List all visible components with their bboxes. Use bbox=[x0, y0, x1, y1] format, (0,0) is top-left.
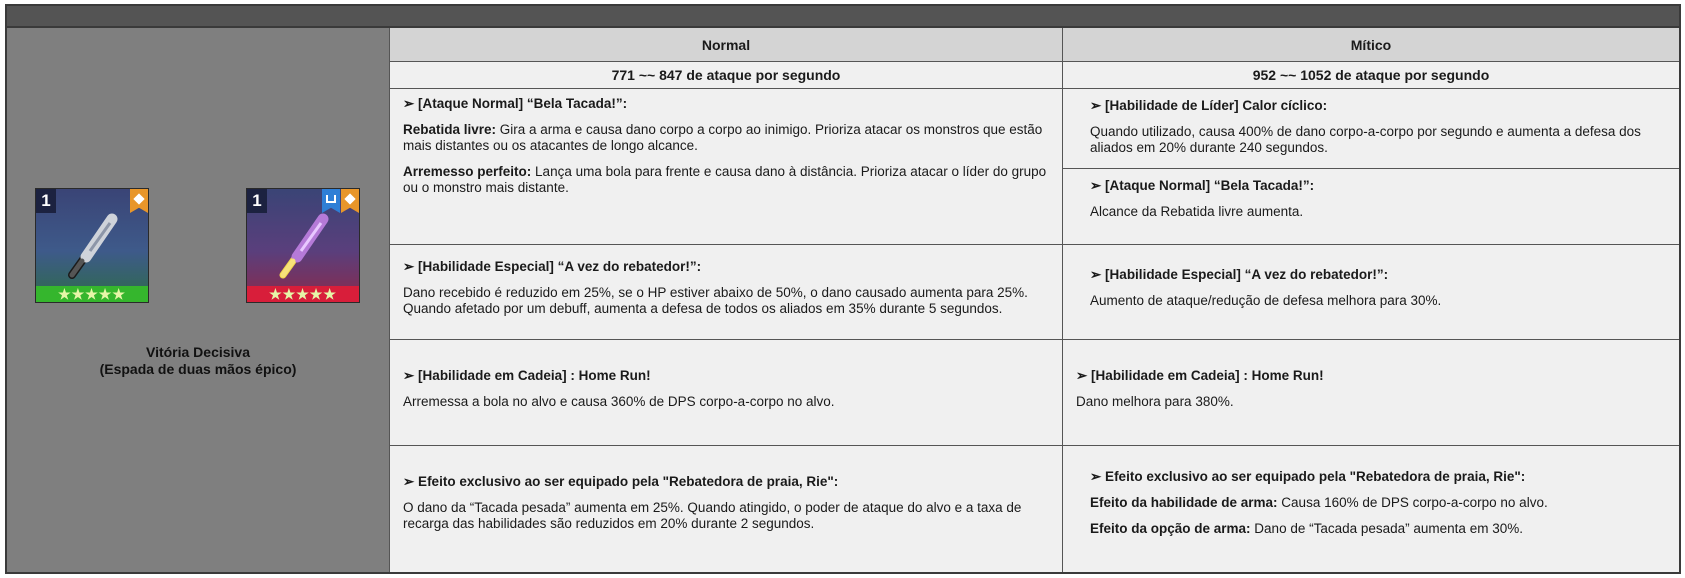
section-text: Aumento de ataque/redução de defesa melhora para 30%. bbox=[1090, 293, 1442, 308]
section-paragraph bbox=[403, 164, 1049, 196]
table-top-bar bbox=[7, 6, 1679, 28]
paragraph-label: Efeito da habilidade de arma: bbox=[1090, 495, 1278, 510]
section-text: O dano da “Tacada pesada” aumenta em 25%. Quando atingido, o poder de ataque do alvo e a taxa de recarga das habilidades são reduzidos em 20% durante 2 segundos. bbox=[403, 500, 1022, 531]
normal-attack-mythic bbox=[1062, 89, 1679, 245]
section-text: Dano melhora para 380%. bbox=[1076, 394, 1234, 409]
section-title: ➢ [Habilidade em Cadeia] : Home Run! bbox=[1076, 368, 1324, 383]
chain-skill-normal bbox=[389, 340, 1062, 446]
weapon-level-badge: 1 bbox=[36, 189, 56, 213]
paragraph-label: Rebatida livre: bbox=[403, 122, 497, 137]
weapon-name-title: Vitória Decisiva bbox=[145, 344, 251, 360]
section-paragraph bbox=[1090, 495, 1666, 511]
column-header-mythic: Mítico bbox=[1062, 28, 1679, 62]
weapon-card-mythic bbox=[246, 188, 360, 303]
section-title: ➢ [Ataque Normal] “Bela Tacada!”: bbox=[1090, 178, 1315, 193]
section-text: Quando utilizado, causa 400% de dano corpo-a-corpo por segundo e aumenta a defesa dos aliados em 20% durante 240 segundos. bbox=[1090, 124, 1641, 155]
normal-attack-normal bbox=[389, 89, 1062, 245]
special-skill-normal bbox=[389, 245, 1062, 340]
baseball-bat-icon bbox=[275, 209, 333, 281]
baseball-bat-icon bbox=[64, 209, 122, 281]
rank-badge-icon bbox=[341, 189, 359, 213]
weapon-card-normal bbox=[35, 188, 149, 303]
section-title: ➢ [Habilidade em Cadeia] : Home Run! bbox=[403, 368, 651, 383]
comparison-grid bbox=[389, 28, 1679, 572]
section-title: ➢ [Habilidade de Líder] Calor cíclico: bbox=[1090, 98, 1328, 113]
paragraph-label: Efeito da opção de arma: bbox=[1090, 521, 1251, 536]
section-text: Dano recebido é reduzido em 25%, se o HP estiver abaixo de 50%, o dano causado aumenta para 25%. Quando afetado por um debuff, aumenta a defesa de todos os aliados em 35% durante 5 segundos. bbox=[403, 285, 1028, 316]
weapon-level-badge: 1 bbox=[247, 189, 267, 213]
weapon-info-column bbox=[7, 28, 389, 572]
column-header-normal: Normal bbox=[389, 28, 1062, 62]
section-title: ➢ [Habilidade Especial] “A vez do rebatedor!”: bbox=[403, 259, 702, 274]
section-text: Alcance da Rebatida livre aumenta. bbox=[1090, 204, 1304, 219]
weapon-name-type: (Espada de duas mãos épico) bbox=[99, 361, 297, 377]
star-rating: ★★★★★ bbox=[247, 286, 359, 302]
special-skill-mythic bbox=[1062, 245, 1679, 340]
section-title: ➢ Efeito exclusivo ao ser equipado pela "Rebatedora de praia, Rie": bbox=[403, 474, 839, 489]
exclusive-effect-normal bbox=[389, 446, 1062, 572]
paragraph-text: Gira a arma e causa dano corpo a corpo ao inimigo. Prioriza atacar os monstros que estão mais distantes ou os atacantes de longo alcance. bbox=[403, 122, 1043, 153]
paragraph-text: Dano de “Tacada pesada” aumenta em 30%. bbox=[1250, 521, 1523, 536]
leader-skill-mythic bbox=[1063, 89, 1679, 169]
section-title: ➢ [Habilidade Especial] “A vez do rebatedor!”: bbox=[1090, 267, 1389, 282]
paragraph-label: Arremesso perfeito: bbox=[403, 164, 532, 179]
paragraph-text: Lança uma bola para frente e causa dano à distância. Prioriza atacar o líder do grupo ou o monstro mais distante. bbox=[403, 164, 1047, 195]
chain-skill-mythic bbox=[1062, 340, 1679, 446]
section-title: ➢ [Ataque Normal] “Bela Tacada!”: bbox=[403, 96, 628, 111]
weapon-name bbox=[7, 344, 389, 378]
section-text: Arremessa a bola no alvo e causa 360% de DPS corpo-a-corpo no alvo. bbox=[403, 394, 835, 409]
section-paragraph bbox=[403, 122, 1049, 154]
attack-normal: 771 ~~ 847 de ataque por segundo bbox=[389, 62, 1062, 89]
weapon-comparison-table bbox=[5, 4, 1681, 574]
exclusive-effect-mythic bbox=[1062, 446, 1679, 572]
rank-badge-icon bbox=[130, 189, 148, 213]
attack-mythic: 952 ~~ 1052 de ataque por segundo bbox=[1062, 62, 1679, 89]
paragraph-text: Causa 160% de DPS corpo-a-corpo no alvo. bbox=[1277, 495, 1548, 510]
normal-attack-upgrade-mythic bbox=[1063, 169, 1679, 237]
section-paragraph bbox=[1090, 521, 1666, 537]
section-title: ➢ Efeito exclusivo ao ser equipado pela "Rebatedora de praia, Rie": bbox=[1090, 469, 1526, 484]
star-rating: ★★★★★ bbox=[36, 286, 148, 302]
